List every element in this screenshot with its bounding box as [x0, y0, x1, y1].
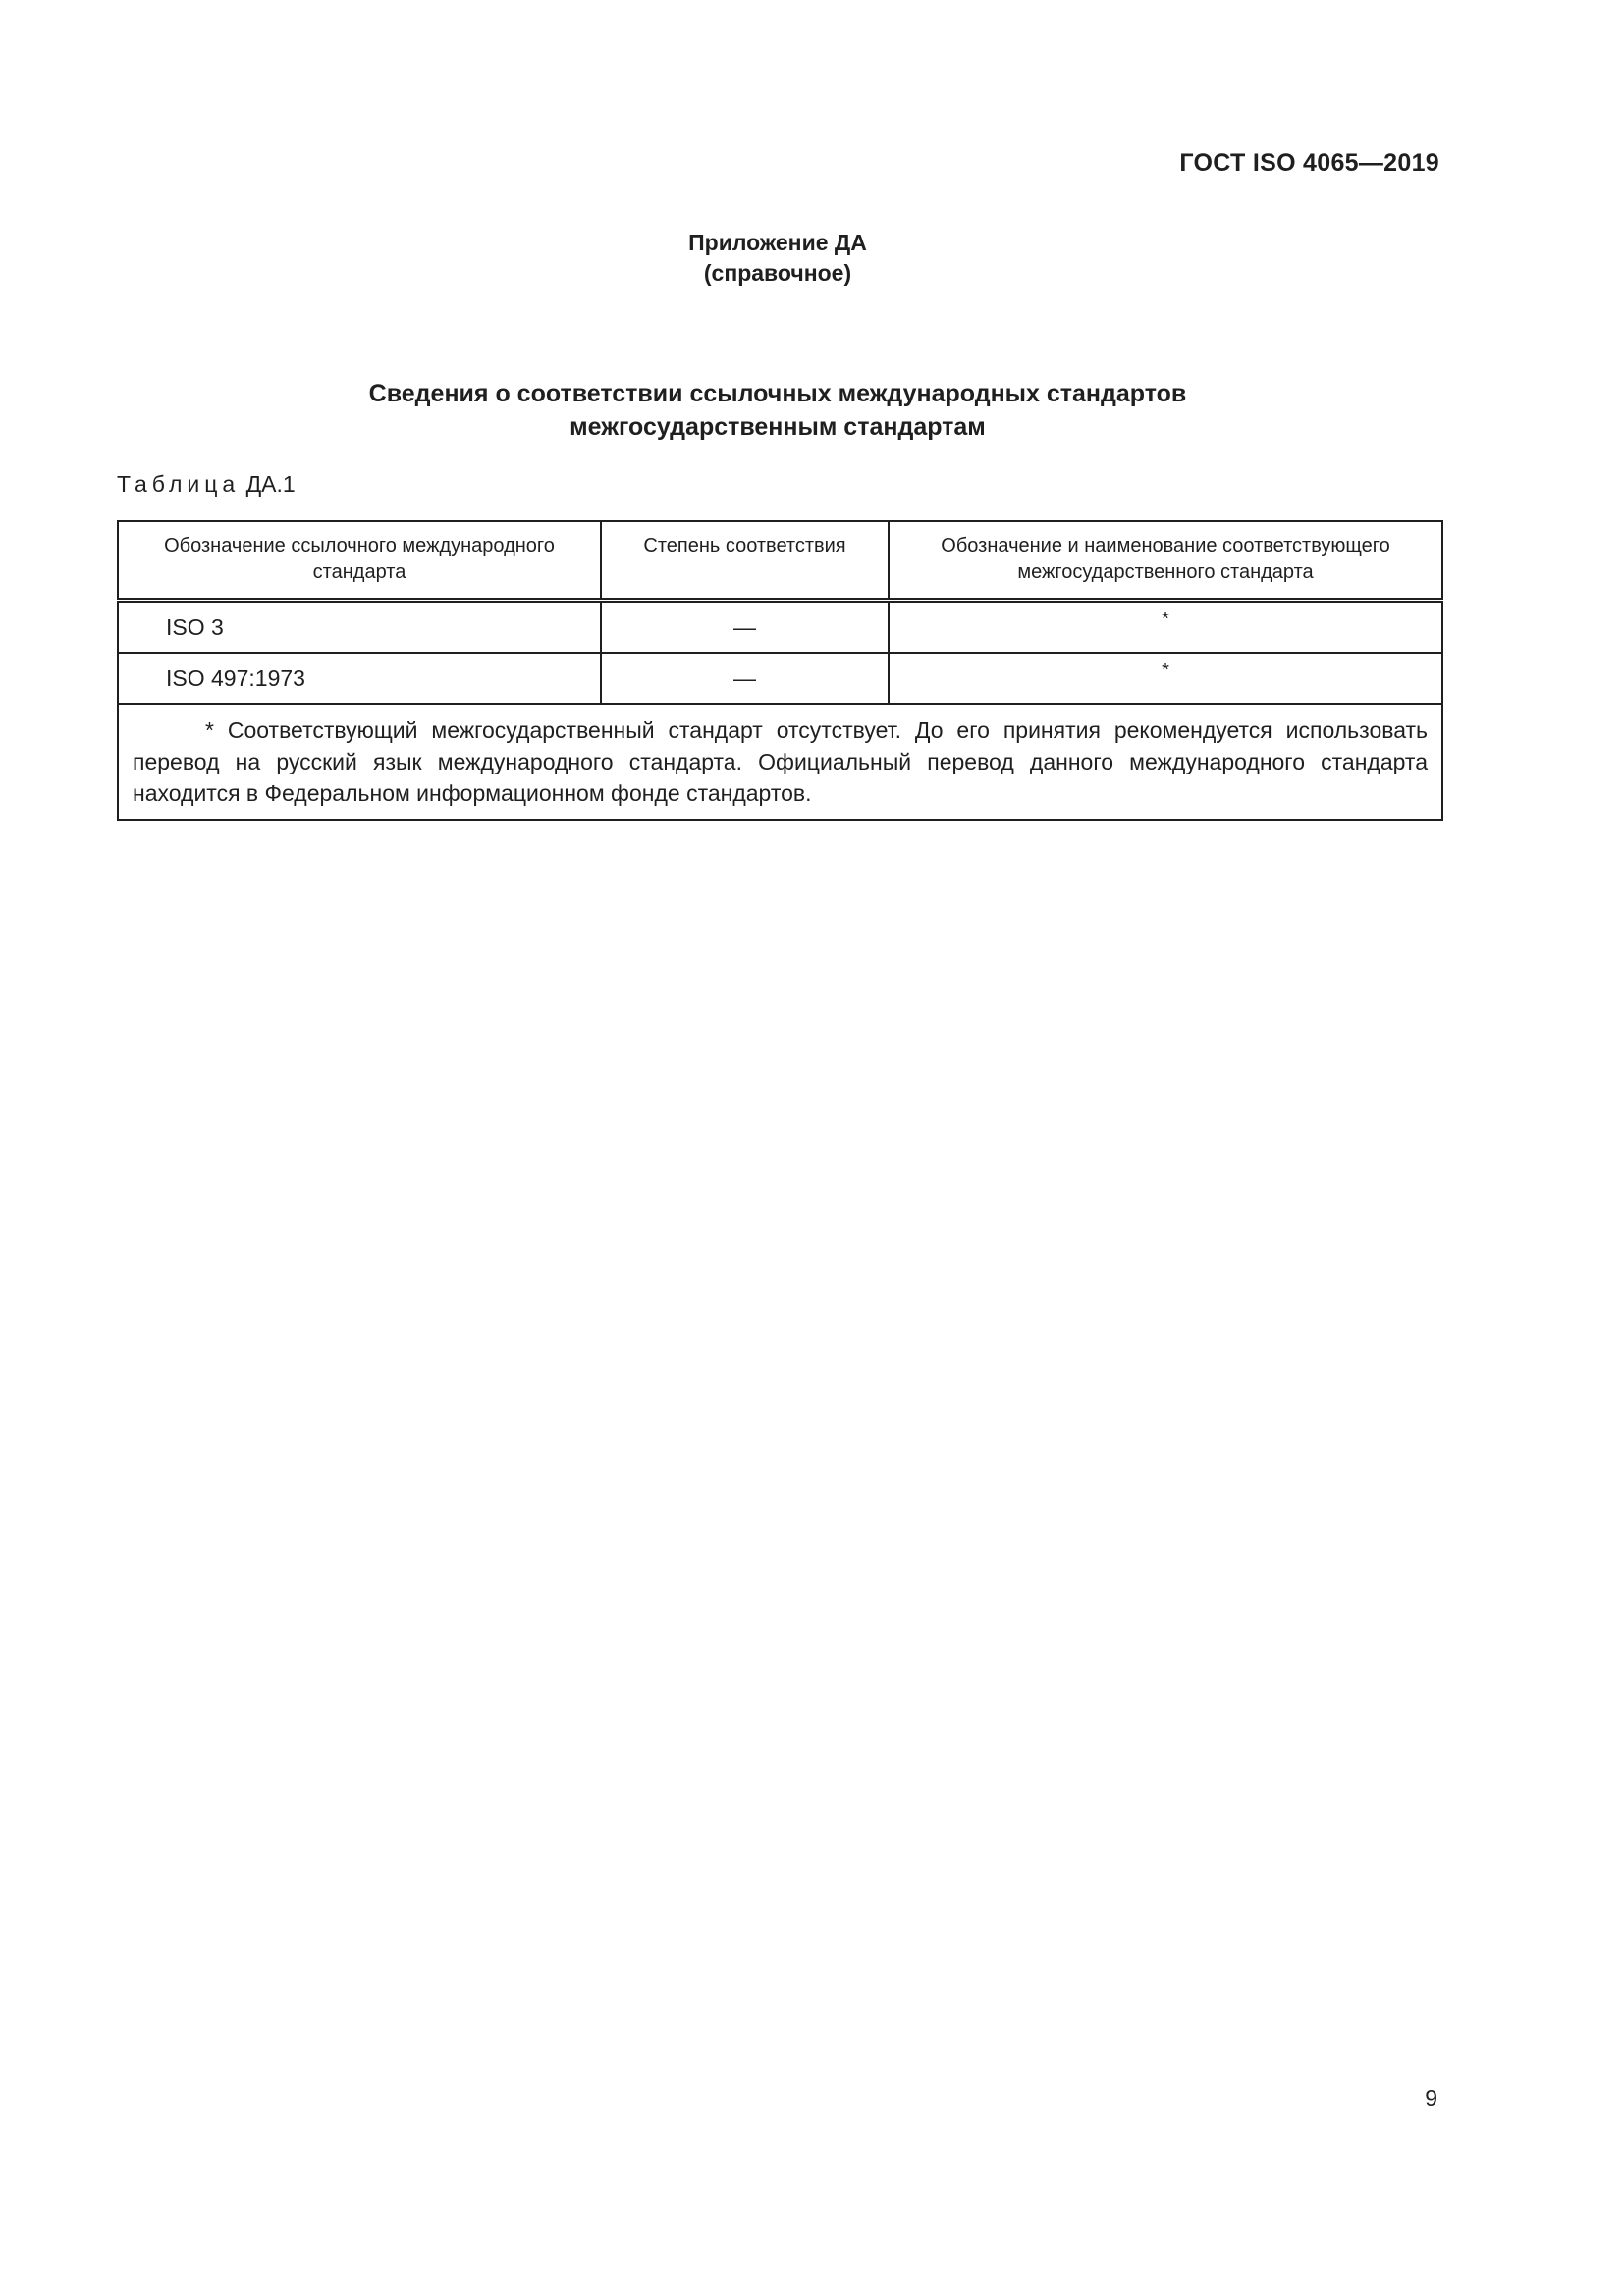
table-label: [117, 471, 296, 498]
table-label-word: Таблица: [117, 471, 241, 497]
column-header-designation: Обозначение ссылочного международного стандарта: [118, 521, 601, 601]
section-title: [0, 377, 1555, 444]
cell-interstate: *: [889, 653, 1442, 704]
document-code: ГОСТ ISO 4065—2019: [1179, 149, 1439, 177]
cell-degree: —: [601, 601, 889, 654]
table-header-row: [118, 521, 1442, 601]
references-table: [117, 520, 1443, 821]
cell-degree: —: [601, 653, 889, 704]
column-header-degree: Степень соответствия: [601, 521, 889, 601]
page-number: 9: [1425, 2085, 1437, 2110]
section-title-line-2: межгосударственным стандартам: [569, 413, 986, 441]
appendix-heading: [0, 228, 1555, 289]
table-row: [118, 653, 1442, 704]
table-row: [118, 601, 1442, 654]
column-header-interstate: Обозначение и наименование соответствующего межгосударственного стандарта: [889, 521, 1442, 601]
table-label-number: ДА.1: [245, 471, 296, 497]
cell-interstate: *: [889, 601, 1442, 654]
cell-designation: ISO 3: [118, 601, 601, 654]
table-note-row: [118, 704, 1442, 820]
appendix-title: Приложение ДА: [688, 230, 867, 255]
table-note: * Соответствующий межгосударственный стандарт отсутствует. До его принятия рекомендуется использовать перевод на русский язык международного стандарта. Официальный перевод данного международного стандарта находится в Федеральном информационном фонде стандартов.: [118, 704, 1442, 820]
appendix-subtitle: (справочное): [703, 260, 852, 286]
cell-designation: ISO 497:1973: [118, 653, 601, 704]
section-title-line-1: Сведения о соответствии ссылочных международных стандартов: [368, 380, 1187, 407]
